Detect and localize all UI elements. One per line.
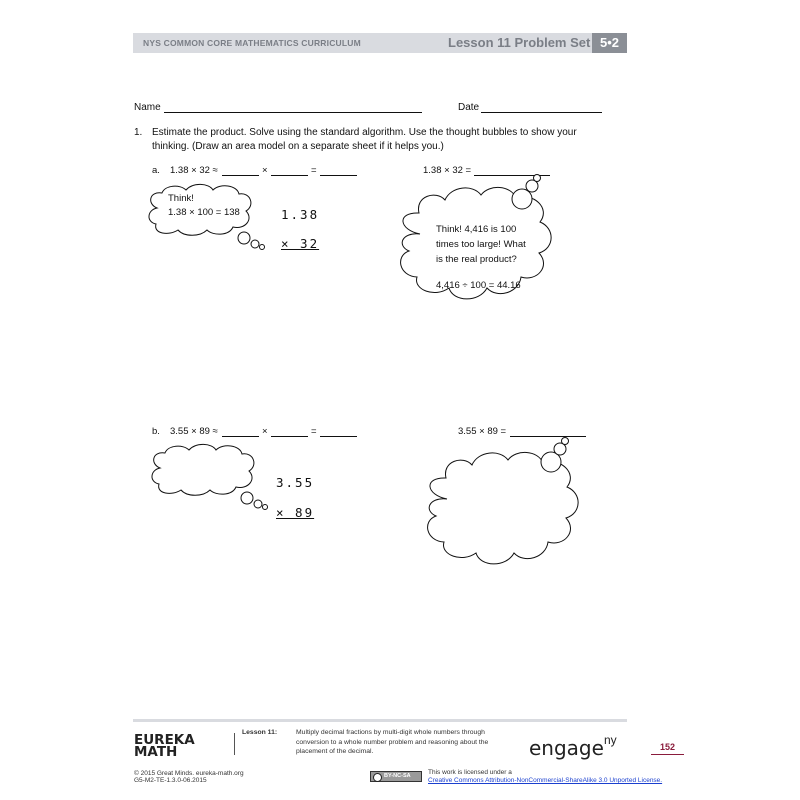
part-b-algorithm-bottom: × 89 xyxy=(276,505,315,520)
part-b-algorithm-top: 3.55 xyxy=(276,475,315,490)
part-b-estimate-blank-3[interactable] xyxy=(320,436,357,437)
engage-text: engage xyxy=(529,736,604,760)
copyright-text: © 2015 Great Minds. eureka-math.org xyxy=(134,770,244,777)
part-a-estimate-blank-2[interactable] xyxy=(271,175,308,176)
part-b-estimate-blank-1[interactable] xyxy=(222,436,259,437)
footer-desc-line-3: placement of the decimal. xyxy=(296,748,374,755)
eureka-logo-line-1: EUREKA xyxy=(134,732,195,748)
part-a-exact-prefix: 1.38 × 32 = xyxy=(423,165,472,176)
name-label: Name xyxy=(134,102,161,113)
grade-module-tag: 5•2 xyxy=(592,33,627,53)
part-b-exact-prefix: 3.55 × 89 = xyxy=(458,426,507,437)
part-b-times: × xyxy=(262,426,268,437)
footer-desc-line-2: conversion to a whole number problem and reasoning about the xyxy=(296,738,489,746)
part-a-label: a. xyxy=(152,165,160,176)
part-a-algorithm-top: 1.38 xyxy=(281,207,320,222)
curriculum-title: NYS COMMON CORE MATHEMATICS CURRICULUM xyxy=(143,38,361,48)
license-line-1: This work is licensed under a xyxy=(428,769,512,776)
footer-rule xyxy=(133,719,627,722)
part-a-big-cloud-line-3: is the real product? xyxy=(436,254,517,265)
instruction-line-2: thinking. (Draw an area model on a separate sheet if it helps you.) xyxy=(152,141,444,152)
page-number-underline xyxy=(651,754,684,755)
part-a-times: × xyxy=(262,165,268,176)
lesson-title: Lesson 11 Problem Set xyxy=(448,35,591,50)
part-b-equals: = xyxy=(311,426,317,437)
part-a-estimate-blank-1[interactable] xyxy=(222,175,259,176)
instruction-line-1: Estimate the product. Solve using the standard algorithm. Use the thought bubbles to show your xyxy=(152,127,577,138)
part-a-equals: = xyxy=(311,165,317,176)
problem-number: 1. xyxy=(134,127,143,138)
part-a-big-cloud-line-2: times too large! What xyxy=(436,239,526,250)
engageny-logo xyxy=(529,733,617,760)
part-b-big-thought-bubble xyxy=(420,437,592,585)
part-a-estimate-prefix: 1.38 × 32 ≈ xyxy=(170,165,218,176)
date-label: Date xyxy=(458,102,480,113)
part-a-big-cloud-line-4: 4,416 ÷ 100 = 44.16 xyxy=(436,280,521,291)
footer-divider xyxy=(234,733,235,755)
footer-desc-line-1: Multiply decimal fractions by multi-digit whole numbers through xyxy=(296,729,485,736)
part-a-small-cloud-line-2: 1.38 × 100 = 138 xyxy=(168,207,240,218)
part-a-algorithm-bottom: × 32 xyxy=(281,236,320,251)
part-a-big-cloud-line-1: Think! 4,416 is 100 xyxy=(436,224,517,235)
cc-icon xyxy=(373,773,382,782)
module-code: G5-M2-TE-1.3.0-06.2015 xyxy=(134,777,207,784)
part-a-estimate-blank-3[interactable] xyxy=(320,175,357,176)
eureka-logo-line-2: MATH xyxy=(134,744,178,760)
part-b-label: b. xyxy=(152,426,160,437)
name-field[interactable] xyxy=(164,112,422,113)
part-b-estimate-blank-2[interactable] xyxy=(271,436,308,437)
part-a-small-cloud-line-1: Think! xyxy=(168,193,194,204)
page-number: 152 xyxy=(660,742,676,752)
part-b-small-thought-bubble xyxy=(148,443,273,513)
engage-ny-text: ny xyxy=(603,733,617,747)
date-field[interactable] xyxy=(481,112,602,113)
license-link[interactable]: Creative Commons Attribution-NonCommercial-ShareAlike 3.0 Unported License. xyxy=(428,777,663,784)
cc-license-badge[interactable] xyxy=(370,771,422,782)
part-b-estimate-prefix: 3.55 × 89 ≈ xyxy=(170,426,218,437)
cc-badge-text: BY-NC-SA xyxy=(384,773,411,779)
footer-lesson-label: Lesson 11: xyxy=(242,729,278,736)
